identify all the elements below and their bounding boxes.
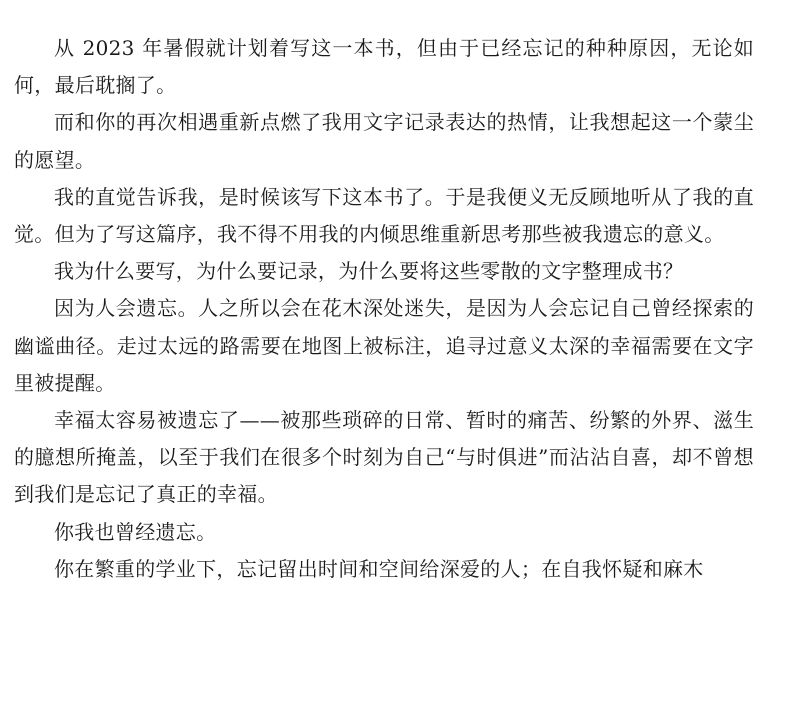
paragraph-2: 而和你的再次相遇重新点燃了我用文字记录表达的热情，让我想起这一个蒙尘的愿望。 xyxy=(14,110,754,172)
paragraph-8: 你在繁重的学业下，忘记留出时间和空间给深爱的人；在自我怀疑和麻木 xyxy=(54,556,704,581)
document-page xyxy=(14,30,754,588)
paragraph-7: 你我也曾经遗忘。 xyxy=(54,519,217,544)
paragraph-4: 我为什么要写，为什么要记录，为什么要将这些零散的文字整理成书？ xyxy=(54,259,684,284)
paragraph-3: 我的直觉告诉我，是时候该写下这本书了。于是我便义无反顾地听从了我的直觉。但为了写这篇序，我不得不用我的内倾思维重新思考那些被我遗忘的意义。 xyxy=(14,184,754,247)
paragraph-5: 因为人会遗忘。人之所以会在花木深处迷失，是因为人会忘记自己曾经探索的幽谧曲径。走过太远的路需要在地图上被标注，追寻过意义太深的幸福需要在文字里被提醒。 xyxy=(14,296,754,395)
paragraph-1: 从 2023 年暑假就计划着写这一本书，但由于已经忘记的种种原因，无论如何，最后耽搁了。 xyxy=(14,36,754,98)
paragraph-6: 幸福太容易被遗忘了——被那些琐碎的日常、暂时的痛苦、纷繁的外界、滋生的臆想所掩盖，以至于我们在很多个时刻为自己“与时俱进”而沾沾自喜，却不曾想到我们是忘记了真正的幸福。 xyxy=(14,408,754,507)
